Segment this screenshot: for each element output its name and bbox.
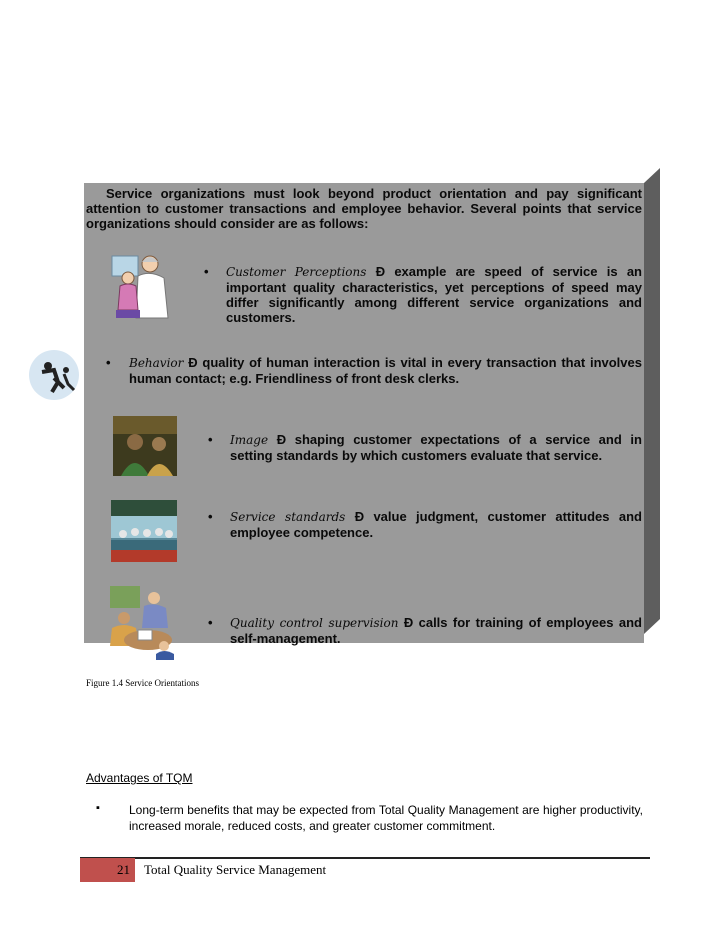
- bullet-icon: •: [106, 355, 111, 370]
- advantages-paragraph: Long-term benefits that may be expected from Total Quality Management are higher productivity, increased morale, reduced costs, and greater customer commitment.: [129, 803, 643, 833]
- people-photo: [113, 416, 177, 476]
- page-number-box: [80, 858, 135, 882]
- section-heading: Advantages of TQM: [86, 771, 193, 785]
- footer-title: Total Quality Service Management: [144, 862, 327, 877]
- figure-box-side: [644, 168, 660, 634]
- bullet-icon: •: [208, 432, 213, 447]
- page-number: 21: [117, 862, 130, 877]
- footer-rule: [80, 857, 650, 859]
- square-bullet-icon: ▪: [96, 802, 100, 814]
- figure-intro: Service organizations must look beyond product orientation and pay significant attention to customer transactions and employee behavior. Several points that service organizations should consider are as follows:: [86, 186, 642, 231]
- bullet-icon: •: [204, 264, 209, 279]
- bullet-icon: •: [208, 509, 213, 524]
- doctor-patient-clipart: [110, 252, 172, 320]
- bullet-icon: •: [208, 615, 213, 630]
- meeting-clipart: [108, 584, 176, 660]
- people-icon: [28, 348, 80, 402]
- figure-caption: Figure 1.4 Service Orientations: [86, 678, 199, 688]
- staff-group-photo: [111, 500, 177, 562]
- figure-box-top-edge: [84, 168, 660, 183]
